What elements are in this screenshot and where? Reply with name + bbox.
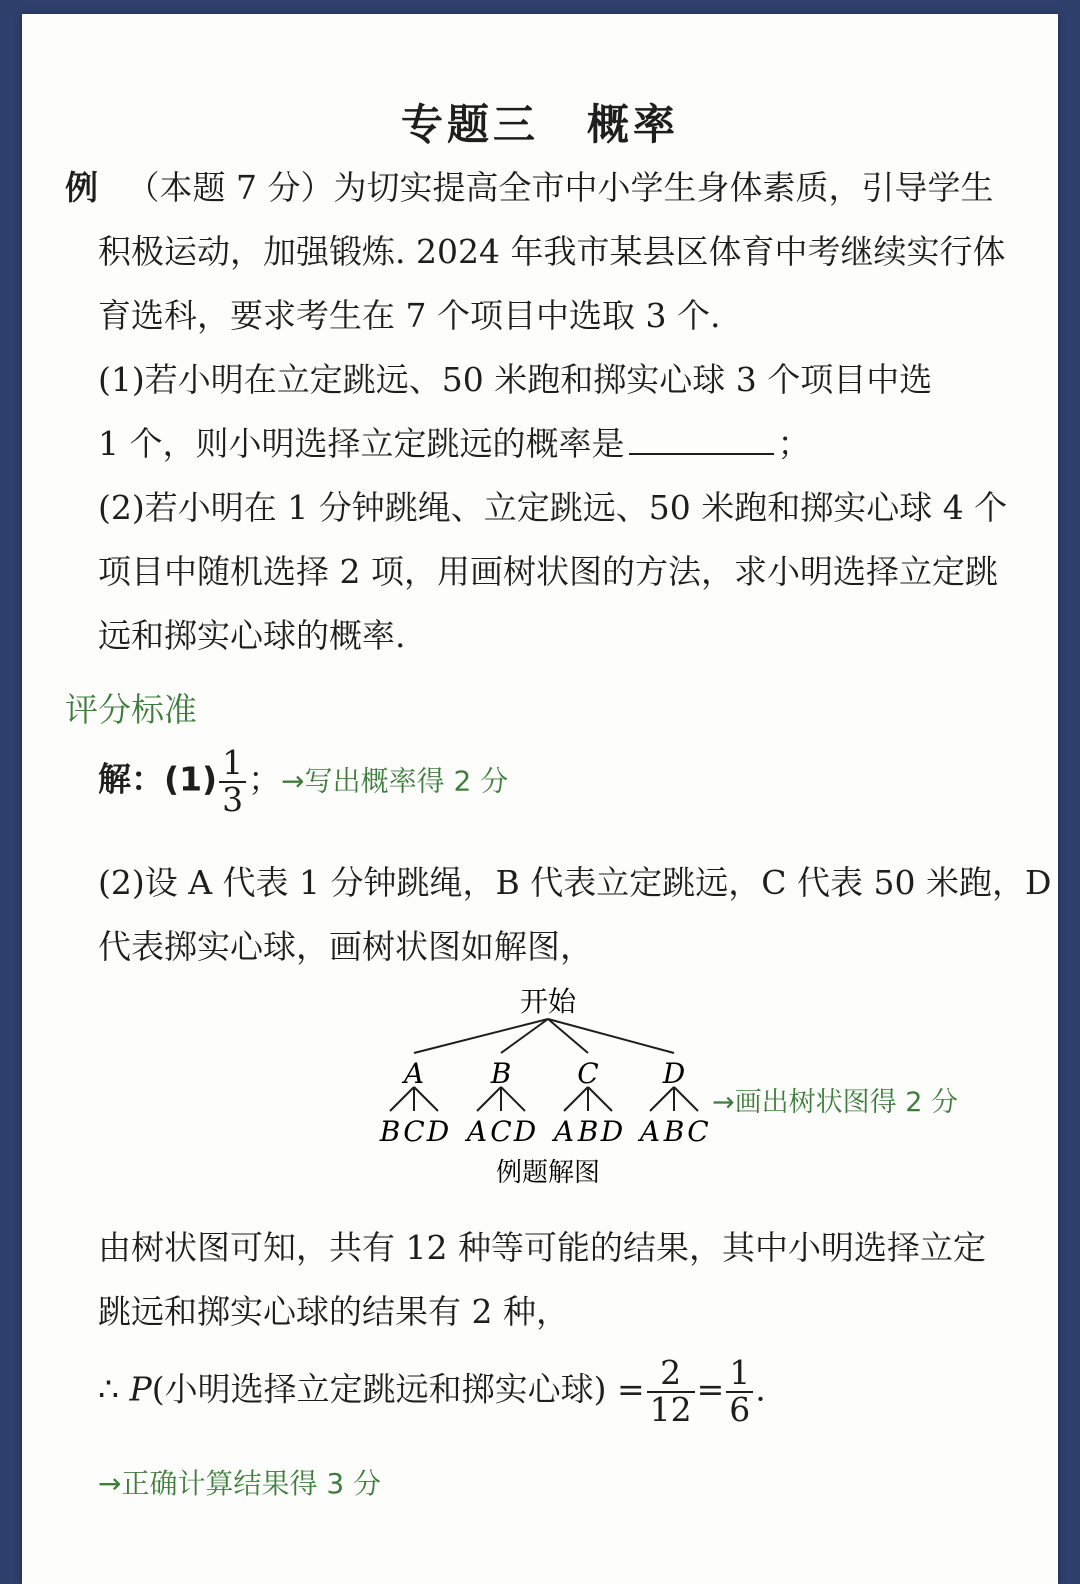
example-intro-line <box>65 162 993 209</box>
question-1-line-1: (1)若小明在立定跳远、50 米跑和掷实心球 3 个项目中选 <box>98 360 933 399</box>
tree-leaf: A <box>639 1115 661 1148</box>
tree-leaf: C <box>687 1115 709 1148</box>
question-1-text: 1 个，则小明选择立定跳远的概率是 <box>98 424 625 463</box>
formula-event: (小明选择立定跳远和掷实心球) = <box>151 1369 645 1409</box>
formula-fraction-2 <box>726 1353 753 1429</box>
solution-1-prefix: 解：(1) <box>98 759 218 799</box>
question-1-line-2 <box>98 418 811 465</box>
tree-leaf: D <box>426 1115 450 1148</box>
fraction-1-numerator: 2 <box>647 1356 695 1393</box>
formula-period: . <box>755 1369 766 1409</box>
fraction-2-denominator: 6 <box>729 1389 751 1429</box>
tree-edges <box>390 1019 698 1111</box>
tree-node-b: B <box>490 1057 512 1090</box>
therefore-symbol: ∴ <box>98 1369 130 1409</box>
tree-leaf: D <box>600 1115 624 1148</box>
tree-leaf: D <box>513 1115 537 1148</box>
formula-fraction-1 <box>647 1353 695 1429</box>
tree-leaf: B <box>379 1115 401 1148</box>
solution-1-score-note: →写出概率得 2 分 <box>281 764 509 798</box>
tree-leaf: C <box>403 1115 425 1148</box>
question-1-end: ； <box>777 424 811 463</box>
solution-1-fraction <box>219 743 246 819</box>
example-line-3: 育选科，要求考生在 7 个项目中选取 3 个. <box>98 296 721 335</box>
solution-2-line-1: (2)设 A 代表 1 分钟跳绳，B 代表立定跳远，C 代表 50 米跑，D <box>98 863 1052 902</box>
tree-score-note: →画出树状图得 2 分 <box>712 1087 958 1118</box>
tree-leaf: A <box>553 1115 575 1148</box>
solution-1-separator: ； <box>248 759 282 799</box>
tree-node-d: D <box>662 1057 686 1090</box>
tree-node-c: C <box>577 1057 599 1090</box>
formula-p: P <box>129 1369 152 1409</box>
solution-2-line-2: 代表掷实心球，画树状图如解图， <box>98 927 593 966</box>
tree-leaf: C <box>490 1115 512 1148</box>
document-page <box>22 14 1058 1584</box>
tree-first-level <box>401 1057 685 1090</box>
title-subject: 概率 <box>587 100 680 149</box>
conclusion-line-2: 跳远和掷实心球的结果有 2 种， <box>98 1292 569 1331</box>
tree-node-a: A <box>403 1057 425 1090</box>
example-intro-text: （本题 7 分）为切实提高全市中小学生身体素质，引导学生 <box>126 168 994 207</box>
tree-root-label: 开始 <box>519 985 577 1018</box>
fraction-1-denominator: 12 <box>649 1389 692 1429</box>
tree-second-level <box>379 1115 709 1148</box>
tree-leaf: B <box>663 1115 685 1148</box>
page-title <box>22 92 1058 152</box>
tree-leaf: B <box>577 1115 599 1148</box>
example-label: 例 <box>65 168 98 207</box>
example-line-2: 积极运动，加强锻炼. 2024 年我市某县区体育中考继续实行体 <box>98 232 1006 271</box>
formula-equals: = <box>696 1369 725 1409</box>
title-topic: 专题三 <box>400 100 539 149</box>
solution-1-line <box>98 743 509 819</box>
solution-1-numerator: 1 <box>219 746 246 783</box>
tree-leaf: A <box>466 1115 488 1148</box>
tree-diagram <box>362 979 1042 1189</box>
question-2-line-2: 项目中随机选择 2 项，用画树状图的方法，求小明选择立定跳 <box>98 552 998 591</box>
scoring-heading: 评分标准 <box>65 690 197 729</box>
tree-caption: 例题解图 <box>495 1158 601 1188</box>
answer-blank <box>629 429 774 455</box>
conclusion-line-1: 由树状图可知，共有 12 种等可能的结果，其中小明选择立定 <box>98 1228 986 1267</box>
fraction-2-numerator: 1 <box>726 1356 753 1393</box>
question-2-line-1: (2)若小明在 1 分钟跳绳、立定跳远、50 米跑和掷实心球 4 个 <box>98 488 1008 527</box>
probability-formula <box>98 1353 766 1429</box>
solution-1-denominator: 3 <box>222 779 244 819</box>
final-score-note: →正确计算结果得 3 分 <box>98 1467 382 1500</box>
question-2-line-3: 远和掷实心球的概率. <box>98 616 406 655</box>
